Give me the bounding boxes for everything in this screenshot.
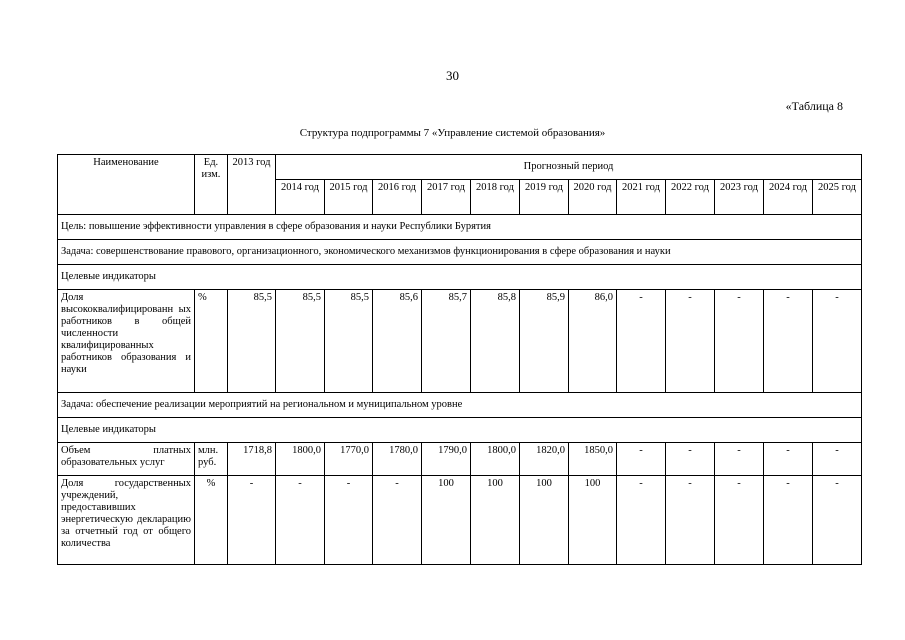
table-row [58, 476, 862, 565]
value-cell: 1800,0 [471, 443, 520, 476]
header-year: 2014 год [276, 180, 325, 215]
value-cell: 1718,8 [228, 443, 276, 476]
value-cell: 1850,0 [569, 443, 617, 476]
goal-text: Цель: повышение эффективности управления в сфере образования и науки Республики Бурятия [58, 215, 862, 240]
value-cell: - [617, 476, 666, 565]
indicator-unit: млн. руб. [195, 443, 228, 476]
value-cell: - [325, 476, 373, 565]
value-cell: - [715, 476, 764, 565]
header-year: 2017 год [422, 180, 471, 215]
value-cell: 85,7 [422, 290, 471, 393]
value-cell: - [276, 476, 325, 565]
header-year: 2019 год [520, 180, 569, 215]
value-cell: 1780,0 [373, 443, 422, 476]
value-cell: - [715, 443, 764, 476]
header-year: 2015 год [325, 180, 373, 215]
table-caption: Структура подпрограммы 7 «Управление системой образования» [299, 127, 606, 139]
header-year: 2025 год [813, 180, 862, 215]
task-text: Задача: совершенствование правового, организационного, экономического механизмов функционирования в сфере образования и науки [58, 240, 862, 265]
value-cell: 85,6 [373, 290, 422, 393]
subprogram-structure-table [57, 154, 862, 565]
value-cell: 1800,0 [276, 443, 325, 476]
value-cell: - [228, 476, 276, 565]
header-year: 2024 год [764, 180, 813, 215]
value-cell: - [617, 443, 666, 476]
value-cell: 100 [471, 476, 520, 565]
goal-row [58, 215, 862, 240]
table-row [58, 443, 862, 476]
indicator-unit: % [195, 290, 228, 393]
header-year: 2022 год [666, 180, 715, 215]
value-cell: - [764, 476, 813, 565]
value-cell: 85,8 [471, 290, 520, 393]
table-reference: «Таблица 8 [785, 99, 843, 113]
header-year: 2021 год [617, 180, 666, 215]
value-cell: - [813, 290, 862, 393]
value-cell: 100 [422, 476, 471, 565]
value-cell: 86,0 [569, 290, 617, 393]
indicator-name: Доля государственных учреждений, предоставивших энергетическую декларацию за отчетный год от общего количества [58, 476, 195, 565]
value-cell: 1770,0 [325, 443, 373, 476]
indicators-row [58, 265, 862, 290]
value-cell: 85,5 [228, 290, 276, 393]
task-row [58, 240, 862, 265]
header-forecast: Прогнозный период [276, 155, 862, 180]
indicators-label: Целевые индикаторы [58, 418, 862, 443]
value-cell: 85,5 [325, 290, 373, 393]
value-cell: 100 [520, 476, 569, 565]
header-year: 2018 год [471, 180, 520, 215]
task-text: Задача: обеспечение реализации мероприятий на региональном и муниципальном уровне [58, 393, 862, 418]
value-cell: 100 [569, 476, 617, 565]
value-cell: - [715, 290, 764, 393]
header-year: 2023 год [715, 180, 764, 215]
value-cell: - [666, 443, 715, 476]
value-cell: - [764, 443, 813, 476]
header-name: Наименование [58, 155, 195, 215]
header-unit: Ед. изм. [195, 155, 228, 215]
indicator-unit: % [195, 476, 228, 565]
value-cell: - [373, 476, 422, 565]
header-base-year: 2013 год [228, 155, 276, 215]
indicator-name: Объем платных образовательных услуг [58, 443, 195, 476]
value-cell: - [813, 476, 862, 565]
indicators-row [58, 418, 862, 443]
indicator-name: Доля высококвалифицированн ых работников в общей численности квалифицированных работников образования и науки [58, 290, 195, 393]
value-cell: - [666, 290, 715, 393]
value-cell: 1790,0 [422, 443, 471, 476]
header-row-1 [58, 155, 862, 180]
task-row [58, 393, 862, 418]
value-cell: - [764, 290, 813, 393]
value-cell: - [813, 443, 862, 476]
header-year: 2020 год [569, 180, 617, 215]
table-row [58, 290, 862, 393]
value-cell: 85,9 [520, 290, 569, 393]
value-cell: - [617, 290, 666, 393]
value-cell: - [666, 476, 715, 565]
header-year: 2016 год [373, 180, 422, 215]
indicators-label: Целевые индикаторы [58, 265, 862, 290]
page-number: 30 [446, 68, 459, 83]
value-cell: 1820,0 [520, 443, 569, 476]
value-cell: 85,5 [276, 290, 325, 393]
